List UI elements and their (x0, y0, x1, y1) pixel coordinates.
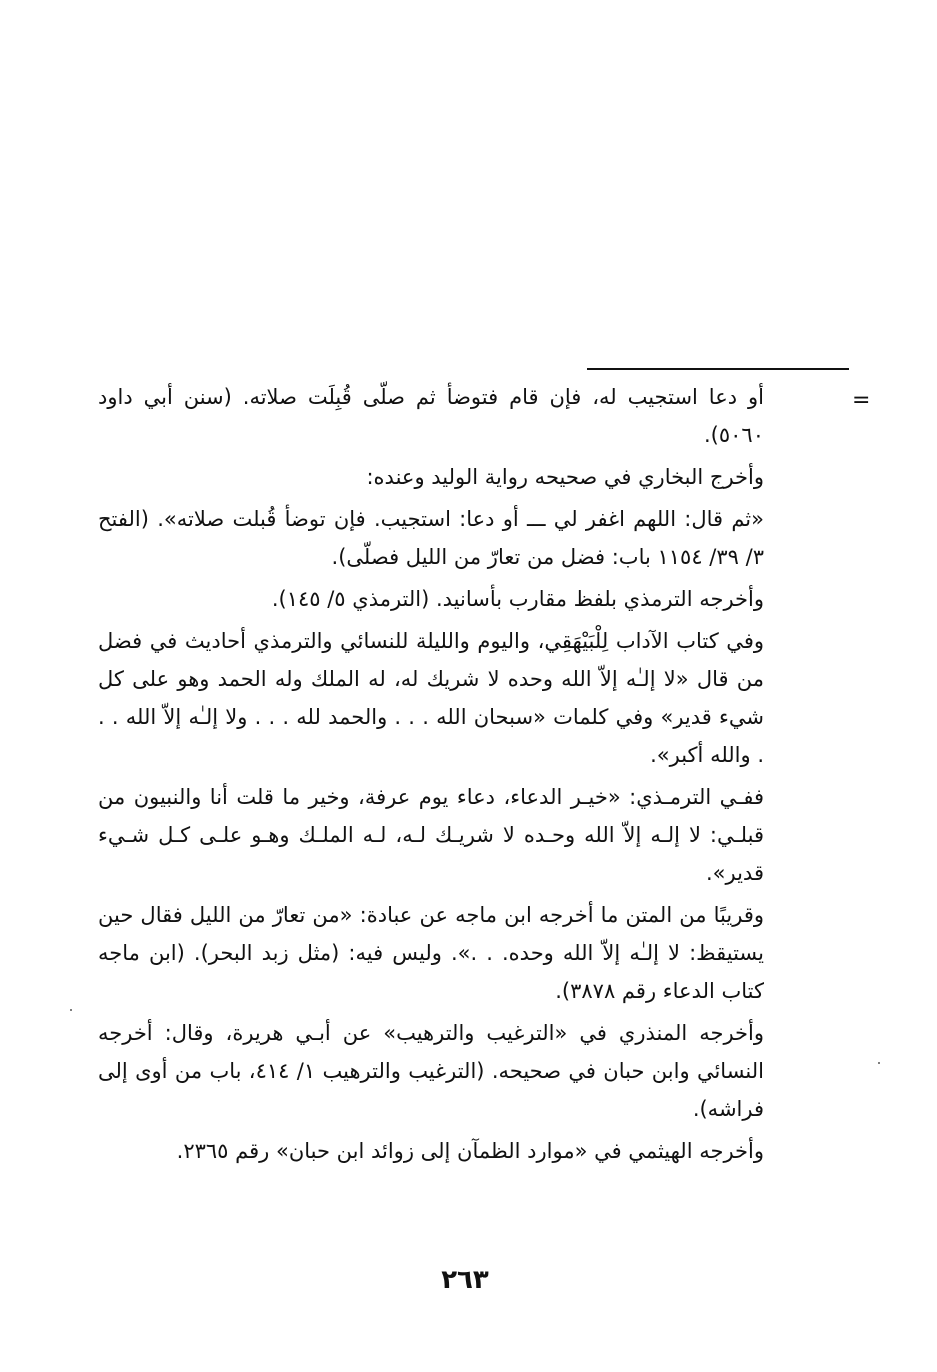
footnote-paragraph-3: «ثم قال: اللهم اغفر لي ـــ أو دعا: استجيب. فإن توضأ قُبلت صلاته». (الفتح ٣/ ٣٩/ ١١٥٤ باب: فضل من تعارّ من الليل فصلّى). (98, 507, 764, 569)
continuation-mark: = (852, 388, 871, 413)
scan-speck (878, 1062, 880, 1064)
footnote-paragraph-2: وأخرج البخاري في صحيحه رواية الوليد وعنده: (366, 465, 764, 489)
footnote-paragraph-8: وأخرجه المنذري في «الترغيب والترهيب» عن أبـي هريرة، وقال: أخرجه النسائي وابن حبان في صحيحه. (الترغيب والترهيب ١/ ٤١٤، باب من أوى إلى فراشه). (98, 1021, 764, 1121)
footnote-paragraph-9: وأخرجه الهيثمي في «موارد الظمآن إلى زوائد ابن حبان» رقم ٢٣٦٥. (176, 1139, 764, 1163)
footnotes-block (98, 378, 764, 1174)
footnote-paragraph-4: وأخرجه الترمذي بلفظ مقارب بأسانيد. (الترمذي ٥/ ١٤٥). (271, 587, 764, 611)
page-number: ٢٦٣ (441, 1265, 489, 1295)
scan-speck (70, 1009, 72, 1011)
footnote-paragraph-6: ففـي الترمـذي: «خيـر الدعاء، دعاء يوم عرفة، وخير ما قلت أنا والنبيون من قبلـي: لا إلـه إلاّ الله وحـده لا شريـك لـه، لـه الملـك وهـو علـى كـل شـيء قدير». (98, 785, 764, 885)
footnote-paragraph-1: أو دعا استجيب له، فإن قام فتوضأ ثم صلّى قُبِلَت صلاته. (سنن أبي داود ٥٠٦٠). (98, 385, 764, 447)
footnote-paragraph-5: وفي كتاب الآداب لِلْبَيْهَقِي، واليوم والليلة للنسائي والترمذي أحاديث في فضل من قال «لا إلـٰه إلاّ الله وحده لا شريك له، له الملك وله الحمد وهو على كل شيء قدير» وفي كلمات «سبحان الله . . . والحمد لله . . . ولا إلـٰه إلاّ الله . . . والله أكبر». (98, 629, 764, 767)
footnote-paragraph-7: وقريبًا من المتن ما أخرجه ابن ماجه عن عبادة: «من تعارّ من الليل فقال حين يستيقظ: لا إلـٰه إلاّ الله وحده. . .». وليس فيه: (مثل زبد البحر). (ابن ماجه كتاب الدعاء رقم ٣٨٧٨). (98, 903, 764, 1003)
footnote-separator-rule (587, 368, 849, 370)
